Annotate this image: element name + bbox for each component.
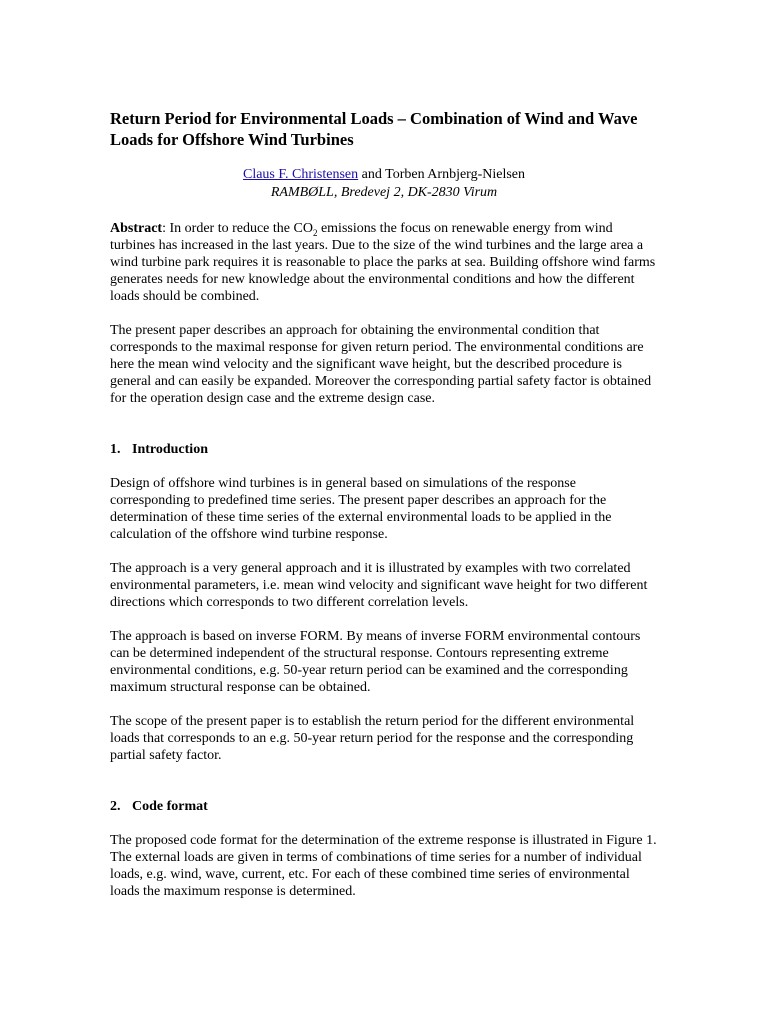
abstract-label: Abstract [110, 221, 163, 236]
intro-paragraph-1: Design of offshore wind turbines is in general based on simulations of the response corresponding to predefined time series. The present paper describes an approach for the determination of these time series of the external environmental loads to be applied in the calculation of the offshore wind turbine response. [110, 476, 612, 542]
author-conjunction: and [358, 167, 386, 182]
section-title: Introduction [132, 442, 208, 457]
author-line [110, 166, 658, 184]
affiliation: RAMBØLL, Bredevej 2, DK-2830 Virum [270, 185, 498, 200]
intro-paragraph-4: The scope of the present paper is to establish the return period for the different environmental loads that corresponds to an e.g. 50-year return period for the response and the corresponding partial safety factor. [110, 714, 635, 763]
intro-paragraph-3: The approach is based on inverse FORM. By means of inverse FORM environmental contours can be determined independent of the structural response. Contours representing extreme environmental conditions, e.g. 50-year return period can be examined and the corresponding maximum structural response can be obtained. [110, 629, 641, 695]
paper-title: Return Period for Environmental Loads – Combination of Wind and Wave Loads for Offshore Wind Turbines [110, 109, 638, 149]
abstract-text-part1: : In order to reduce the CO [162, 221, 313, 236]
section-heading-introduction [110, 441, 658, 458]
section-number: 1. [110, 442, 121, 457]
intro-paragraph-2: The approach is a very general approach and it is illustrated by examples with two correlated environmental parameters, i.e. mean wind velocity and significant wave height for two different directions which corresponds to two different correlation levels. [110, 561, 648, 610]
abstract-paragraph-2: The present paper describes an approach for obtaining the environmental condition that corresponds to the maximal response for given return period. The environmental conditions are here the mean wind velocity and the significant wave height, but the described procedure is general and can easily be expanded. Moreover the corresponding partial safety factor is obtained for the operation design case and the extreme design case. [110, 323, 652, 406]
author-link-christensen[interactable]: Claus F. Christensen [242, 167, 359, 182]
section-title: Code format [132, 799, 208, 814]
code-format-paragraph-1: The proposed code format for the determination of the extreme response is illustrated in Figure 1. The external loads are given in terms of combinations of time series for a number of individual loads, e.g. wind, wave, current, etc. For each of these combined time series of environmental loads the maximum response is determined. [110, 833, 657, 899]
author-arnbjerg-nielsen: Torben Arnbjerg-Nielsen [385, 167, 526, 182]
abstract-text-part2: emissions the focus on renewable energy from wind turbines has increased in the last years. Due to the size of the wind turbines and the large area a wind turbine park requires it is reasonable to place the parks at sea. Building offshore wind farms generates needs for new knowledge about the environmental conditions and how the different loads should be combined. [110, 221, 656, 304]
section-number: 2. [110, 799, 121, 814]
section-heading-code-format [110, 798, 658, 815]
paper-page [110, 108, 658, 900]
abstract-subscript: 2 [312, 227, 318, 238]
abstract-paragraph [110, 220, 658, 305]
